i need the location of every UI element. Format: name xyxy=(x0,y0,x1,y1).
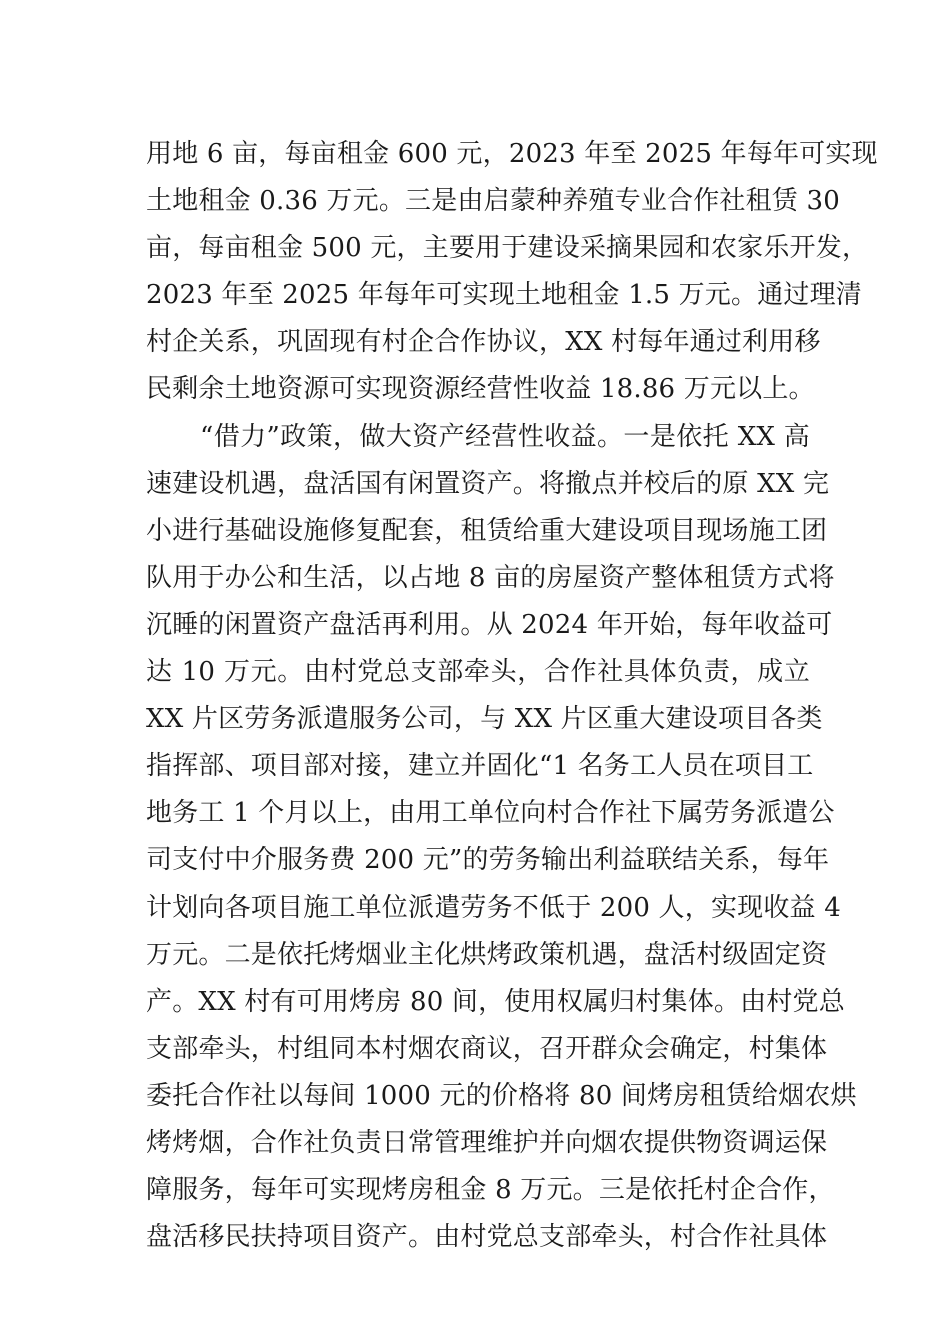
text-line-17: 计划向各项目施工单位派遣劳务不低于 200 人，实现收益 4 xyxy=(146,892,841,923)
text-line-11: 沉睡的闲置资产盘活再利用。从 2024 年开始，每年收益可 xyxy=(146,609,833,640)
text-line-2: 土地租金 0.36 万元。三是由启蒙种养殖专业合作社租赁 30 xyxy=(146,186,840,217)
text-line-1: 用地 6 亩，每亩租金 600 元，2023 年至 2025 年每年可实现 xyxy=(146,139,878,169)
text-line-13: XX 片区劳务派遣服务公司，与 XX 片区重大建设项目各类 xyxy=(146,704,823,735)
body-text xyxy=(146,131,878,1261)
text-line-4: 2023 年至 2025 年每年可实现土地租金 1.5 万元。通过理清 xyxy=(146,280,863,311)
text-line-22: 烤烤烟，合作社负责日常管理维护并向烟农提供物资调运保 xyxy=(146,1127,828,1158)
text-line-21: 委托合作社以每间 1000 元的价格将 80 间烤房租赁给烟农烘 xyxy=(146,1080,857,1111)
text-line-8: 速建设机遇，盘活国有闲置资产。将撤点并校后的原 XX 完 xyxy=(146,468,830,499)
text-line-7: “借力”政策，做大资产经营性收益。一是依托 XX 高 xyxy=(200,421,810,452)
text-line-5: 村企关系，巩固现有村企合作协议，XX 村每年通过利用移 xyxy=(146,327,821,358)
text-line-12: 达 10 万元。由村党总支部牵头，合作社具体负责，成立 xyxy=(146,657,810,688)
text-line-6: 民剩余土地资源可实现资源经营性收益 18.86 万元以上。 xyxy=(146,374,815,405)
text-line-15: 地务工 1 个月以上，由用工单位向村合作社下属劳务派遣公 xyxy=(146,798,835,829)
text-line-14: 指挥部、项目部对接，建立并固化“1 名务工人员在项目工 xyxy=(146,751,814,782)
text-line-18: 万元。二是依托烤烟业主化烘烤政策机遇，盘活村级固定资 xyxy=(146,939,828,970)
text-line-3: 亩，每亩租金 500 元，主要用于建设采摘果园和农家乐开发， xyxy=(146,233,869,264)
text-line-20: 支部牵头，村组同本村烟农商议，召开群众会确定，村集体 xyxy=(146,1033,828,1064)
text-line-23: 障服务，每年可实现烤房租金 8 万元。三是依托村企合作， xyxy=(146,1175,835,1206)
text-line-19: 产。XX 村有可用烤房 80 间，使用权属归村集体。由村党总 xyxy=(146,986,845,1017)
text-line-16: 司支付中介服务费 200 元”的劳务输出利益联结关系，每年 xyxy=(146,845,830,876)
text-line-10: 队用于办公和生活，以占地 8 亩的房屋资产整体租赁方式将 xyxy=(146,562,835,593)
text-line-9: 小进行基础设施修复配套，租赁给重大建设项目现场施工团 xyxy=(146,515,828,546)
text-line-24: 盘活移民扶持项目资产。由村党总支部牵头，村合作社具体 xyxy=(146,1222,828,1253)
